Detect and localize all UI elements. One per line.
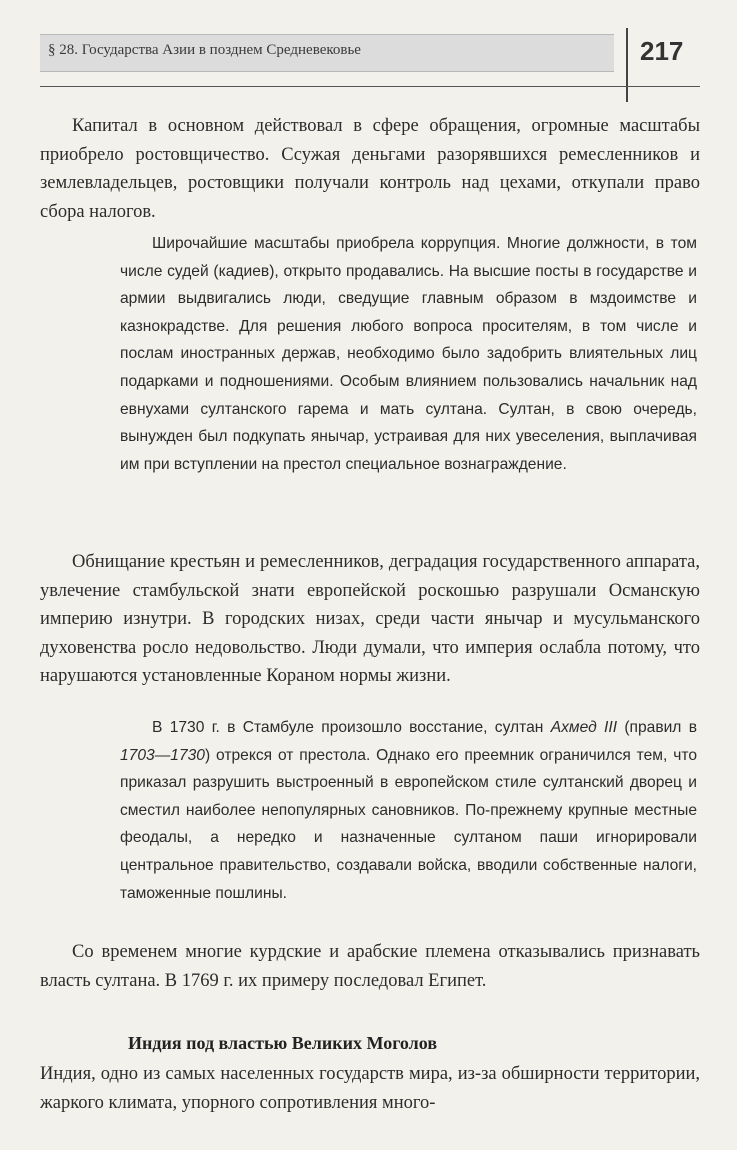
section-heading: Индия под властью Великих Моголов bbox=[128, 1033, 438, 1053]
uprising-text-start: В 1730 г. в Стамбуле произошло восстание, султан bbox=[152, 719, 551, 736]
paragraph-capital: Капитал в основном действовал в сфере обращения, огромные масштабы приобрело ростовщичество. Ссужая деньгами разорявшихся ремесленников и землевладельцев, ростовщики получали контроль над цехами, откупали право сбора налогов. bbox=[40, 116, 700, 222]
header-divider bbox=[626, 28, 628, 102]
sultan-name: Ахмед III bbox=[550, 719, 618, 736]
reign-years: 1703—1730 bbox=[120, 746, 205, 764]
sidebar-corruption: Широчайшие масштабы приобрела коррупция. Многие должности, в том числе судей (кадиев), открыто продавались. На высшие посты в государстве и армии выдвигались люди, сведущие главным образом в мздоимстве и казнокрадстве. Для решения любого вопроса просителям, в том числе и послам иностранных держав, необходимо было задобрить влиятельных лиц подарками и подношениями. Особым влиянием пользовались начальник над евнухами султанского гарема и мать султана. Султан, в свою очередь, вынужден был подкупать янычар, устраивая для них увеселения, выплачивая им при вступлении на престол специальное вознаграждение. bbox=[120, 235, 697, 473]
uprising-text-reign: (правил в bbox=[617, 719, 697, 736]
paragraph-tribes: Со временем многие курдские и арабские племена отказывались признавать власть султана. В 1769 г. их примеру последовал Египет. bbox=[40, 942, 700, 991]
header-rule bbox=[40, 86, 700, 87]
page-number: 217 bbox=[640, 36, 684, 66]
uprising-text-end: ) отрекся от престола. Однако его преемник ограничился тем, что приказал разрушить выстроенный в европейском стиле султанский дворец и сместил наиболее непопулярных сановников. По-прежнему крупные местные феодалы, а нередко и назначенные султаном паши игнорировали центральное правительство, создавали войска, вводили собственные налоги, таможенные пошлины. bbox=[120, 746, 697, 902]
running-header-title: § 28. Государства Азии в позднем Средневековье bbox=[48, 42, 361, 58]
paragraph-india: Индия, одно из самых населенных государств мира, из-за обширности территории, жаркого климата, упорного сопротивления много- bbox=[40, 1064, 700, 1113]
paragraph-decline: Обнищание крестьян и ремесленников, деградация государственного аппарата, увлечение стамбульской знати европейской роскошью разрушали Османскую империю изнутри. В городских низах, среди части янычар и мусульманского духовенства росло недовольство. Люди думали, что империя ослабла потому, что нарушаются установленные Кораном нормы жизни. bbox=[40, 552, 700, 687]
sidebar-uprising-1730 bbox=[120, 714, 697, 907]
